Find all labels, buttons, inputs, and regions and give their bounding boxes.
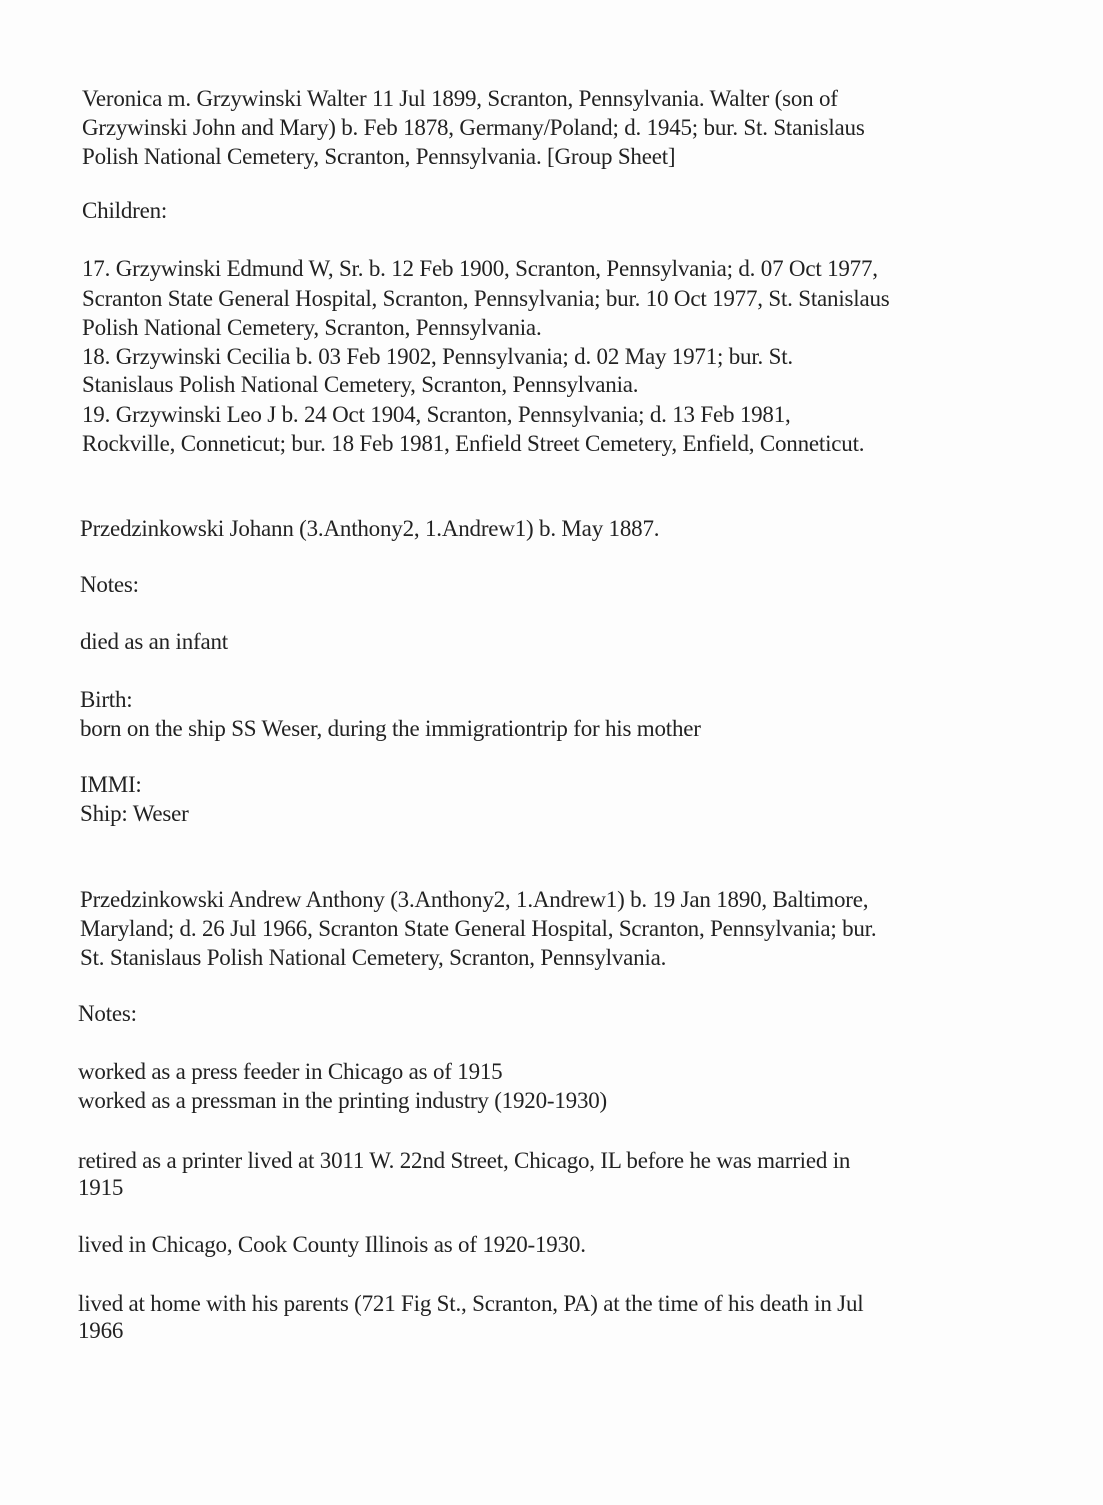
johann-birth-heading: Birth: <box>80 687 133 712</box>
andrew-note-1: worked as a press feeder in Chicago as of 1915 <box>78 1059 503 1084</box>
johann-birth: born on the ship SS Weser, during the immigrationtrip for his mother <box>80 716 701 741</box>
child-18-line-2: Stanislaus Polish National Cemetery, Scranton, Pennsylvania. <box>82 372 639 397</box>
child-17-line-3: Polish National Cemetery, Scranton, Pennsylvania. <box>82 315 542 340</box>
andrew-note-5-line-1: lived at home with his parents (721 Fig St., Scranton, PA) at the time of his death in Jul <box>78 1291 864 1316</box>
andrew-header-line-1: Przedzinkowski Andrew Anthony (3.Anthony2, 1.Andrew1) b. 19 Jan 1890, Baltimore, <box>80 887 869 912</box>
johann-immi-heading: IMMI: <box>80 772 142 797</box>
child-19-line-1: 19. Grzywinski Leo J b. 24 Oct 1904, Scranton, Pennsylvania; d. 13 Feb 1981, <box>82 402 791 427</box>
andrew-note-2: worked as a pressman in the printing industry (1920-1930) <box>78 1088 607 1113</box>
child-19-line-2: Rockville, Conneticut; bur. 18 Feb 1981, Enfield Street Cemetery, Enfield, Conneticut. <box>82 431 865 456</box>
child-18-line-1: 18. Grzywinski Cecilia b. 03 Feb 1902, Pennsylvania; d. 02 May 1971; bur. St. <box>82 344 793 369</box>
child-17-line-2: Scranton State General Hospital, Scranton, Pennsylvania; bur. 10 Oct 1977, St. Stanislaus <box>82 286 890 311</box>
andrew-header-line-3: St. Stanislaus Polish National Cemetery, Scranton, Pennsylvania. <box>80 945 667 970</box>
andrew-header-line-2: Maryland; d. 26 Jul 1966, Scranton State General Hospital, Scranton, Pennsylvania; bur. <box>80 916 877 941</box>
andrew-note-3-line-2: 1915 <box>78 1175 124 1200</box>
child-17-line-1: 17. Grzywinski Edmund W, Sr. b. 12 Feb 1900, Scranton, Pennsylvania; d. 07 Oct 1977, <box>82 256 878 281</box>
children-heading: Children: <box>82 198 168 223</box>
johann-notes-heading: Notes: <box>80 572 139 597</box>
johann-immi: Ship: Weser <box>80 801 189 826</box>
andrew-notes-heading: Notes: <box>78 1001 137 1026</box>
andrew-note-5-line-2: 1966 <box>78 1318 124 1343</box>
andrew-note-3-line-1: retired as a printer lived at 3011 W. 22nd Street, Chicago, IL before he was married in <box>78 1148 851 1173</box>
marriage-line-2: Grzywinski John and Mary) b. Feb 1878, Germany/Poland; d. 1945; bur. St. Stanislaus <box>82 115 865 140</box>
marriage-line-1: Veronica m. Grzywinski Walter 11 Jul 1899, Scranton, Pennsylvania. Walter (son of <box>82 86 838 111</box>
johann-header: Przedzinkowski Johann (3.Anthony2, 1.Andrew1) b. May 1887. <box>80 516 660 541</box>
andrew-note-4: lived in Chicago, Cook County Illinois as of 1920-1930. <box>78 1232 586 1257</box>
johann-note: died as an infant <box>80 629 228 654</box>
marriage-line-3: Polish National Cemetery, Scranton, Pennsylvania. [Group Sheet] <box>82 144 676 169</box>
